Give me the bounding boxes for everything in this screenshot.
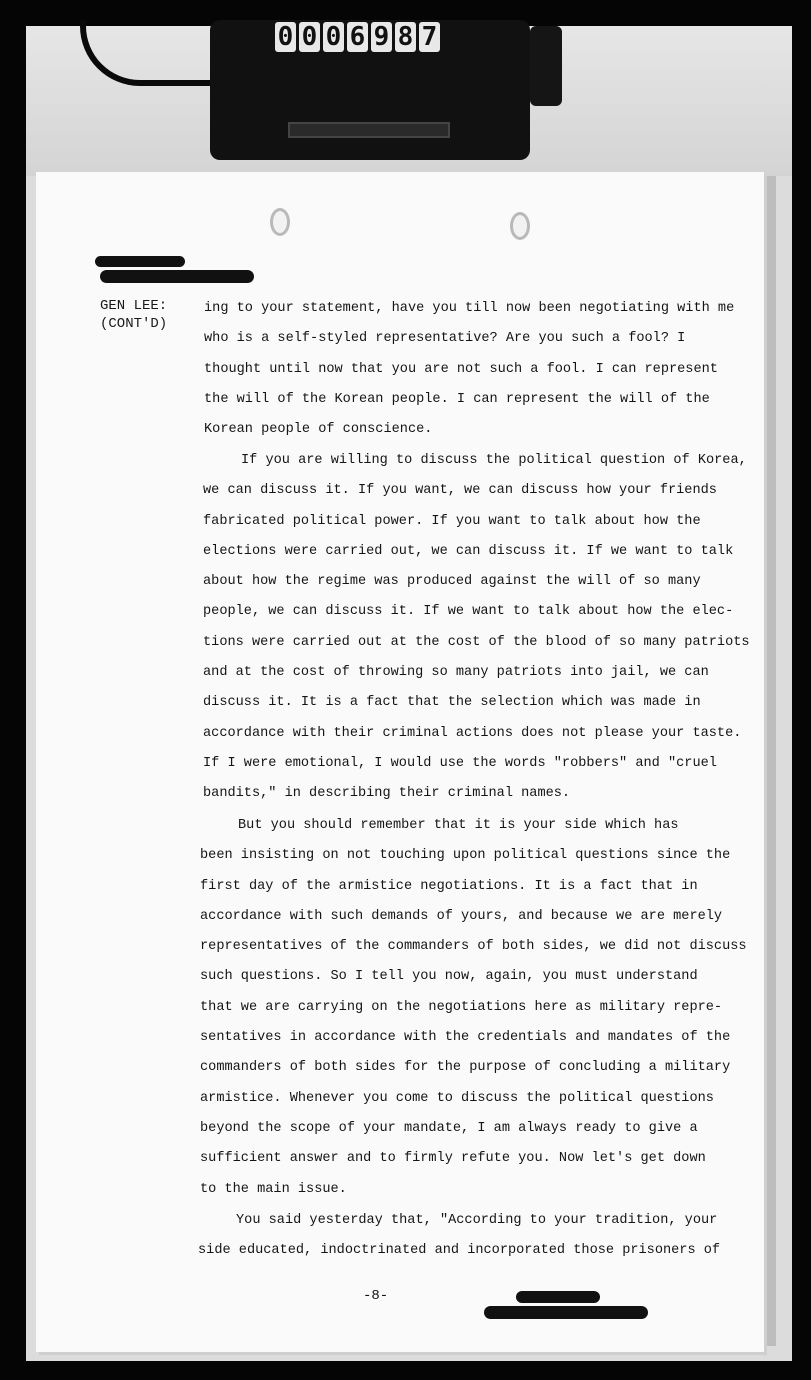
counter-digit: 6 [347,22,368,52]
counter-digit: 0 [275,22,296,52]
text-line: thought until now that you are not such a fool. I can represent [204,361,718,377]
redaction-mark [516,1291,600,1303]
paragraph [204,294,734,445]
text-line: If I were emotional, I would use the words "robbers" and "cruel [203,755,717,771]
text-line: bandits," in describing their criminal names. [203,786,571,802]
text-line: discuss it. It is a fact that the selection which was made in [203,695,701,711]
page-number: -8- [363,1288,389,1304]
speaker-continued: (CONT'D) [100,316,168,332]
text-line: But you should remember that it is your side which has [238,818,679,833]
text-line: beyond the scope of your mandate, I am always ready to give a [200,1120,698,1136]
frame-counter [275,22,440,54]
text-line: been insisting on not touching upon political questions since the [200,848,731,864]
text-line: armistice. Whenever you come to discuss the political questions [200,1090,714,1106]
counter-slot [288,122,450,138]
punch-hole [270,208,290,236]
redaction-mark [100,270,254,283]
text-line: people, we can discuss it. If we want to talk about how the elec- [203,604,734,620]
text-line: sufficient answer and to firmly refute you. Now let's get down [200,1151,706,1167]
text-line: such questions. So I tell you now, again, you must understand [200,969,698,985]
punch-hole [510,212,530,240]
redaction-mark [484,1306,648,1319]
speaker-name: GEN LEE: [100,298,168,314]
counter-digit: 0 [323,22,344,52]
text-line: first day of the armistice negotiations. It is a fact that in [200,878,698,894]
text-line: accordance with such demands of yours, and because we are merely [200,908,723,924]
text-line: that we are carrying on the negotiations here as military repre- [200,999,723,1015]
counter-digit: 0 [299,22,320,52]
text-line: who is a self-styled representative? Are you such a fool? I [204,331,686,347]
redaction-mark [95,256,185,267]
text-line: side educated, indoctrinated and incorporated those prisoners of [198,1243,721,1259]
counter-digit: 8 [395,22,416,52]
counter-digit: 9 [371,22,392,52]
text-line: sentatives in accordance with the credentials and mandates of the [200,1030,731,1046]
text-line: tions were carried out at the cost of the blood of so many patriots [203,634,750,650]
text-line: ing to your statement, have you till now been negotiating with me [204,301,735,316]
frame-counter-knob [530,26,562,106]
text-line: the will of the Korean people. I can represent the will of the [204,391,710,407]
speaker-label [100,297,167,333]
text-line: commanders of both sides for the purpose of concluding a military [200,1060,731,1076]
text-line: we can discuss it. If you want, we can discuss how your friends [203,483,717,499]
paragraph [200,811,747,1205]
text-line: If you are willing to discuss the political question of Korea, [241,453,747,468]
paragraph [198,1206,720,1267]
text-line: accordance with their criminal actions does not please your taste. [203,725,742,741]
text-line: and at the cost of throwing so many patriots into jail, we can [203,665,709,681]
text-line: representatives of the commanders of both sides, we did not discuss [200,939,747,955]
counter-digit: 7 [419,22,440,52]
text-line: You said yesterday that, "According to your tradition, your [236,1213,718,1228]
stacked-pages-edge [764,176,776,1346]
paragraph [203,446,750,810]
text-line: fabricated political power. If you want to talk about how the [203,513,701,529]
text-line: about how the regime was produced against the will of so many [203,574,701,590]
text-line: Korean people of conscience. [204,422,433,438]
text-line: elections were carried out, we can discuss it. If we want to talk [203,543,734,559]
text-line: to the main issue. [200,1181,347,1197]
